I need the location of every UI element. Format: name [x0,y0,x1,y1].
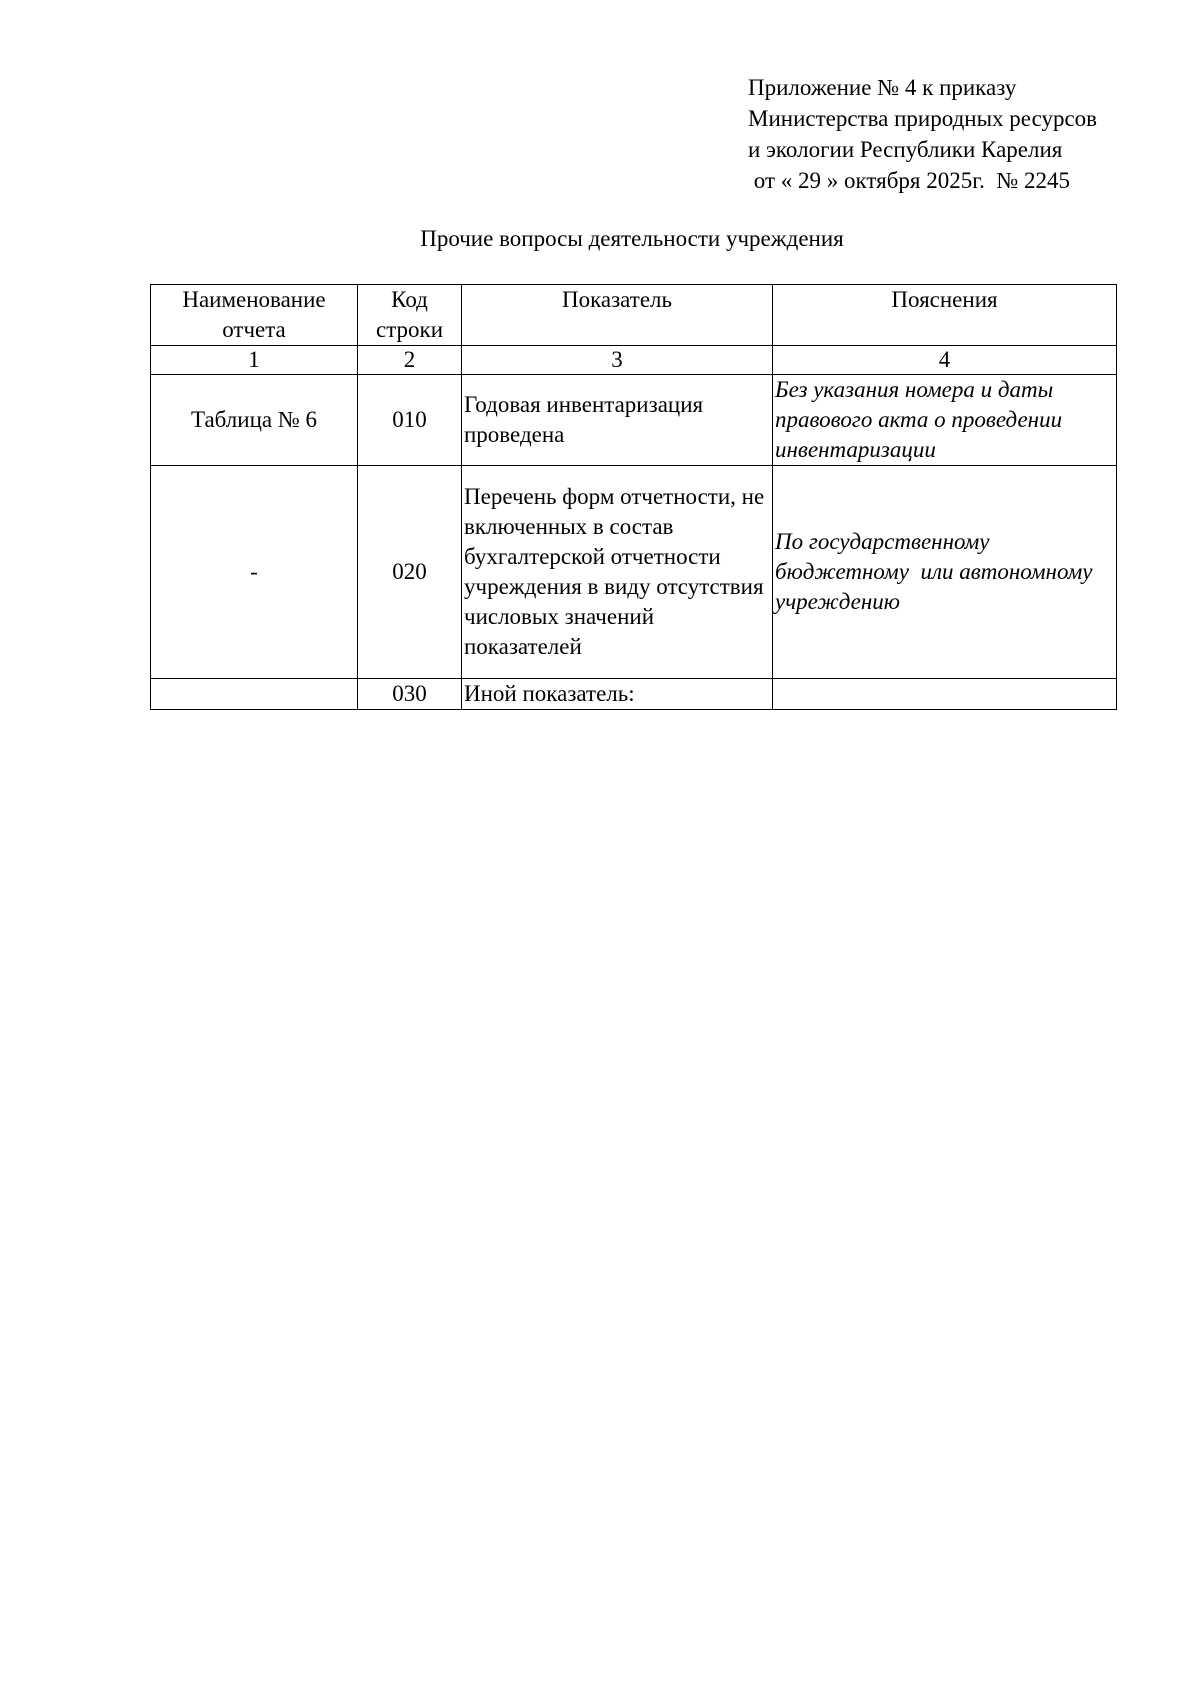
column-number-4: 4 [773,346,1117,375]
table-row [151,679,1117,710]
table-row [151,375,1117,466]
table-header-row [151,285,1117,346]
note-cell: Без указания номера и даты правового акта о проведении инвентаризации [773,375,1117,466]
row-code-cell: 020 [358,466,462,679]
report-name-cell [151,679,358,710]
row-code-cell: 010 [358,375,462,466]
column-header-name: Наименование отчета [151,285,358,346]
column-number-2: 2 [358,346,462,375]
column-header-notes: Пояснения [773,285,1117,346]
header-line-1: Приложение № 4 к приказу [748,75,1017,100]
note-cell: По государственному бюджетному или автономному учреждению [773,466,1117,679]
row-code-cell: 030 [358,679,462,710]
column-header-indicator: Показатель [462,285,773,346]
header-line-2: Министерства природных ресурсов [748,106,1098,131]
column-number-3: 3 [462,346,773,375]
header-line-4: от « 29 » октября 2025г. № 2245 [748,168,1071,193]
header-line-3: и экологии Республики Карелия [748,137,1063,162]
indicator-cell: Перечень форм отчетности, не включенных в состав бухгалтерской отчетности учреждения в виду отсутствия числовых значений показателей [462,466,773,679]
report-name-cell: - [151,466,358,679]
column-numbers-row [151,346,1117,375]
report-name-cell: Таблица № 6 [151,375,358,466]
report-table [150,284,1117,710]
column-number-1: 1 [151,346,358,375]
indicator-cell: Годовая инвентаризация проведена [462,375,773,466]
note-cell [773,679,1117,710]
column-header-code: Код строки [358,285,462,346]
appendix-header [748,72,1097,196]
table-row [151,466,1117,679]
document-title: Прочие вопросы деятельности учреждения [420,226,844,251]
indicator-cell: Иной показатель: [462,679,773,710]
